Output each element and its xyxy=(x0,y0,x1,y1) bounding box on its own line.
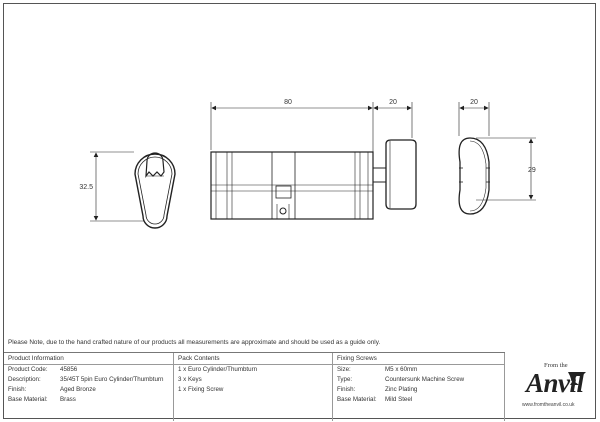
disclaimer-note: Please Note, due to the hand crafted nature of our products all measurements are approximate and should be used as a guide only. xyxy=(8,339,381,346)
product-information-section xyxy=(4,353,174,421)
end-view xyxy=(459,138,490,214)
from-the-anvil-logo xyxy=(506,352,597,420)
screw-finish-row: Finish: Zinc Plating xyxy=(337,386,418,393)
fixing-screws-section xyxy=(333,353,505,421)
side-view xyxy=(211,140,416,219)
front-view xyxy=(135,153,175,228)
dimension-thumbturn-length-label: 20 xyxy=(389,99,397,106)
end-view-dimensions xyxy=(459,102,536,200)
info-table xyxy=(4,352,505,421)
product-code-row: Product Code: 45856 xyxy=(8,366,78,373)
screw-size-row: Size: M5 x 60mm xyxy=(337,366,418,373)
logo-from-text: From the xyxy=(544,362,568,369)
pack-item: 1 x Euro Cylinder/Thumbturn xyxy=(178,366,258,373)
logo-brand-text: Anvil xyxy=(526,368,584,398)
dimension-front-height-label: 32.5 xyxy=(79,184,93,191)
technical-drawing xyxy=(4,4,597,336)
finish-row: Finish: Aged Bronze xyxy=(8,386,96,393)
dimension-thumbturn-width-label: 20 xyxy=(470,99,478,106)
length-dimensions xyxy=(211,102,412,166)
drawing-sheet xyxy=(3,3,596,419)
logo-url-text: www.fromtheanvil.co.uk xyxy=(522,402,575,408)
dimension-length-label: 80 xyxy=(284,99,292,106)
pack-contents-section xyxy=(174,353,333,421)
base-material-row: Base Material: Brass xyxy=(8,396,76,403)
product-information-heading: Product Information xyxy=(4,353,173,365)
pack-contents-heading: Pack Contents xyxy=(174,353,332,365)
pack-item: 3 x Keys xyxy=(178,376,202,383)
description-row: Description: 35/45T 5pin Euro Cylinder/Thumbturn xyxy=(8,376,164,383)
front-height-dimension xyxy=(90,152,144,221)
fixing-screws-heading: Fixing Screws xyxy=(333,353,504,365)
dimension-side-height-label: 29 xyxy=(528,167,536,174)
screw-base-material-row: Base Material: Mild Steel xyxy=(337,396,413,403)
screw-type-row: Type: Countersunk Machine Screw xyxy=(337,376,465,383)
pack-item: 1 x Fixing Screw xyxy=(178,386,224,393)
